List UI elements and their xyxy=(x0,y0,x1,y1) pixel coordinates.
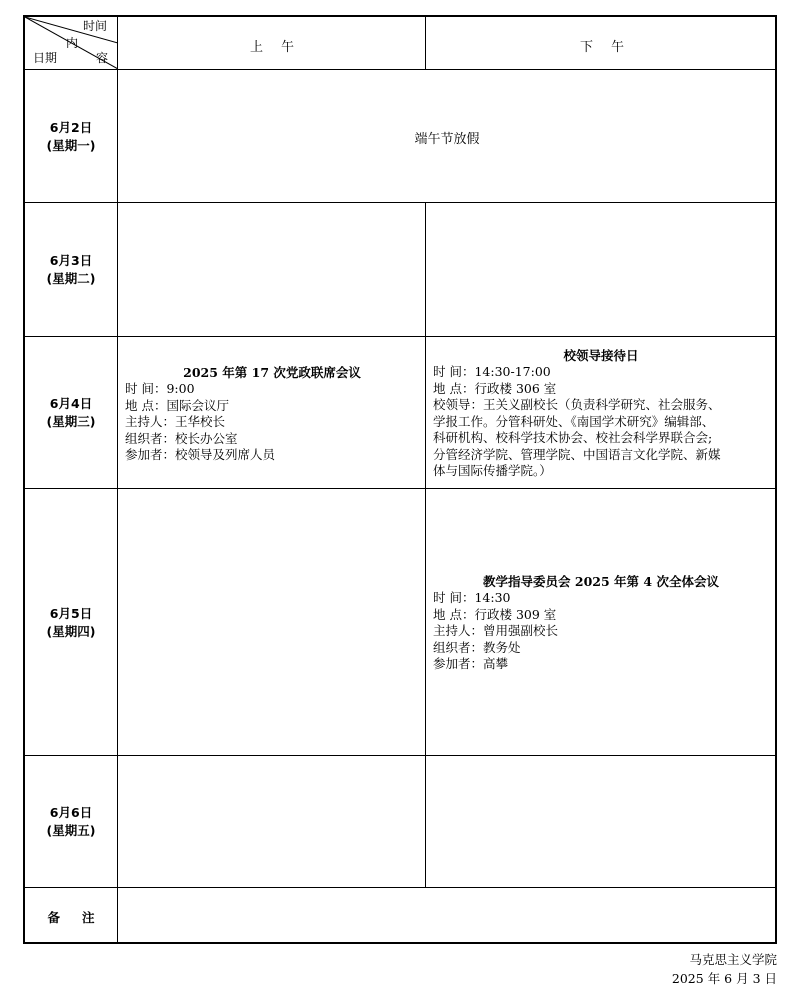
header-morning: 上午 xyxy=(250,40,313,55)
meeting-location: 地 点：行政楼 309 室 xyxy=(433,606,557,622)
header-content-label-1: 内 xyxy=(66,36,79,50)
meeting-jun4-afternoon xyxy=(433,347,769,480)
date-label: 6月5日 xyxy=(49,606,93,621)
date-label: 6月4日 xyxy=(49,396,93,411)
date-label: 6月6日 xyxy=(49,805,93,820)
meeting-organizer: 组织者：校长办公室 xyxy=(125,430,238,446)
notes-label: 备注 xyxy=(47,910,117,925)
date-label: 6月3日 xyxy=(49,253,93,268)
rule-jun4 xyxy=(25,488,775,489)
weekday-label: (星期二) xyxy=(46,271,96,286)
rule-jun3 xyxy=(25,336,775,337)
rule-am-pm-header xyxy=(425,17,426,69)
meeting-jun5-afternoon xyxy=(433,573,769,673)
meeting-title: 2025 年第 17 次党政联席会议 xyxy=(183,365,361,380)
date-jun6 xyxy=(25,804,117,840)
rule-jun2 xyxy=(25,202,775,203)
meeting-host: 主持人：王华校长 xyxy=(125,414,226,429)
weekday-label: (星期三) xyxy=(46,414,96,429)
header-afternoon: 下午 xyxy=(580,40,643,55)
meeting-organizer: 组织者：教务处 xyxy=(433,639,521,655)
meeting-attendees: 参加者：高攀 xyxy=(433,656,509,671)
weekday-label: (星期五) xyxy=(46,823,96,838)
meeting-leader-cont: 体与国际传播学院。） xyxy=(433,463,552,478)
meeting-title: 校领导接待日 xyxy=(563,348,639,363)
rule-date-column xyxy=(117,17,118,942)
rule-jun6 xyxy=(25,887,775,888)
meeting-leader-cont: 科研机构、校科学技术协会、校社会科学界联合会; xyxy=(433,430,713,445)
meeting-title: 教学指导委员会 2025 年第 4 次全体会议 xyxy=(483,574,719,589)
meeting-location: 地 点：行政楼 306 室 xyxy=(433,380,557,396)
meeting-time: 时 间：9:00 xyxy=(125,381,195,396)
meeting-location: 地 点：国际会议厅 xyxy=(125,397,229,413)
meeting-time: 时 间：14:30 xyxy=(433,590,511,605)
date-jun2 xyxy=(25,119,117,155)
schedule-table xyxy=(23,15,777,944)
date-jun5 xyxy=(25,605,117,641)
footer-date: 2025 年 6 月 3 日 xyxy=(671,971,777,986)
meeting-leader-cont: 学报工作。分管科研处、《南国学术研究》编辑部、 xyxy=(433,413,715,429)
meeting-host: 主持人：曾用强副校长 xyxy=(433,623,559,638)
weekday-label: (星期四) xyxy=(46,624,96,639)
weekday-label: (星期一) xyxy=(46,138,96,153)
meeting-leader: 校领导：王关义副校长（负责科学研究、社会服务、 xyxy=(433,397,721,412)
date-jun3 xyxy=(25,252,117,288)
footer-organization: 马克思主义学院 xyxy=(689,952,777,967)
rule-am-pm-body xyxy=(425,202,426,887)
rule-header xyxy=(25,69,775,70)
header-time-label: 时间 xyxy=(83,19,108,33)
meeting-attendees: 参加者：校领导及列席人员 xyxy=(125,447,276,462)
meeting-jun4-morning xyxy=(125,364,419,464)
rule-jun5 xyxy=(25,755,775,756)
date-jun4 xyxy=(25,395,117,431)
header-content-label-2: 容 xyxy=(96,51,109,65)
header-date-label: 日期 xyxy=(33,51,58,65)
holiday-note: 端午节放假 xyxy=(414,132,480,147)
meeting-leader-cont: 分管经济学院、管理学院、中国语言文化学院、新媒 xyxy=(433,446,721,462)
date-label: 6月2日 xyxy=(49,120,93,135)
meeting-time: 时 间：14:30-17:00 xyxy=(433,364,551,379)
